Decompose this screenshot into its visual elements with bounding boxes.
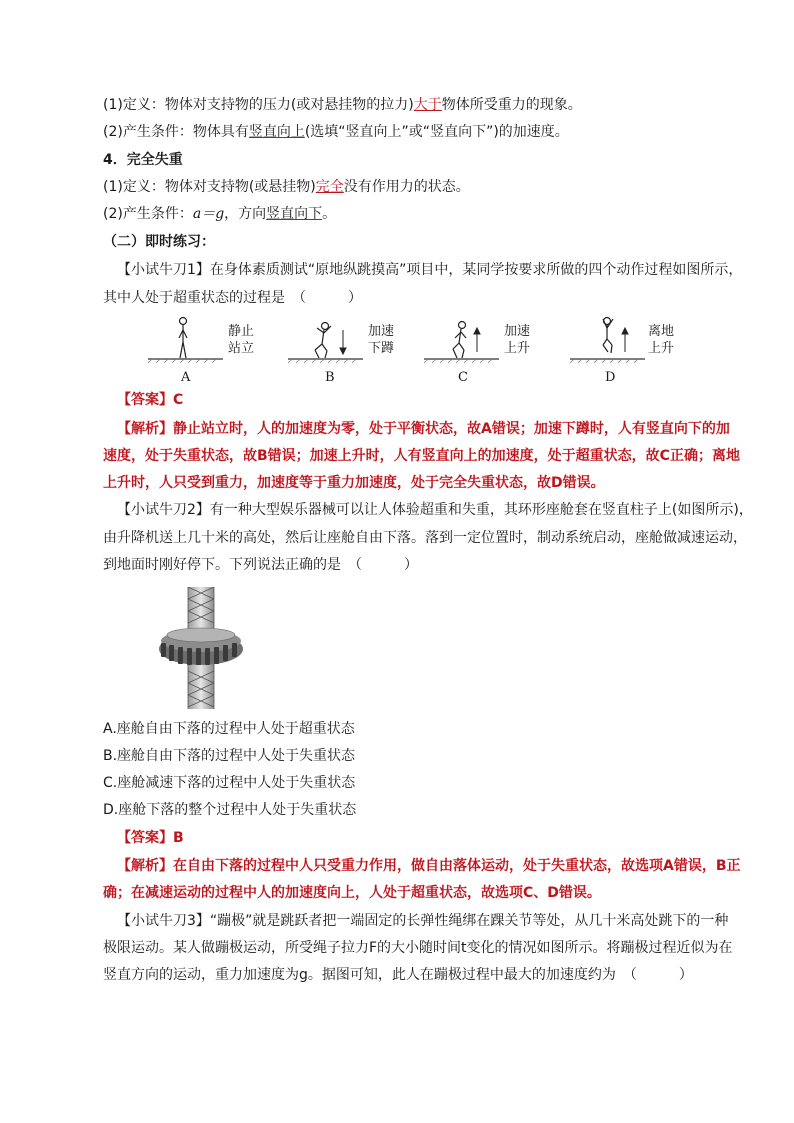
q1-analysis-line1: 【解析】静止站立时，人的加速度为零，处于平衡状态，故A错误；加速下蹲时，人有竖直向下的加 xyxy=(117,421,730,437)
overweight-definition: (1)定义：物体对支持物的压力(或对悬挂物的拉力)大于物体所受重力的现象。 xyxy=(103,97,582,113)
q2-analysis-line1: 【解析】在自由下落的过程中人只受重力作用，做自由落体运动，处于失重状态，故选项A错误，B正 xyxy=(117,858,741,874)
answer-blank-wanquan: 完全 xyxy=(315,179,344,195)
figure-letter-a: A xyxy=(181,370,191,385)
q3-stem-line3: 竖直方向的运动，重力加速度为g。据图可知，此人在蹦极过程中最大的加速度约为 （ ） xyxy=(103,967,693,983)
heading-complete-weightlessness: 4．完全失重 xyxy=(103,152,183,168)
q1-figure-a: 静止 站立 A xyxy=(148,312,258,387)
weightless-definition: (1)定义：物体对支持物(或悬挂物)完全没有作用力的状态。 xyxy=(103,179,470,195)
drop-tower-image xyxy=(158,587,244,709)
q3-tag: 【小试牛刀3】 xyxy=(117,913,210,929)
q1-analysis-line2: 速度，处于失重状态，故B错误；加速上升时，人有竖直向上的加速度，处于超重状态，故C正确；离地 xyxy=(103,448,740,464)
q3-stem-line1: 【小试牛刀3】“蹦极”就是跳跃者把一端固定的长弹性绳绑在踝关节等处，从几十米高处跳下的一种 xyxy=(117,913,729,929)
q2-answer: 【答案】B xyxy=(117,830,184,846)
q2-stem-line3: 到地面时刚好停下。下列说法正确的是 （ ） xyxy=(103,557,418,573)
arrow-down-icon xyxy=(340,330,346,354)
figure-letter-b: B xyxy=(325,370,335,385)
q1-tag: 【小试牛刀1】 xyxy=(117,262,210,278)
q1-figure-b: 加速 下蹲 B xyxy=(288,312,398,387)
q1-figure-d: 离地 上升 D xyxy=(570,312,690,387)
figure-letter-c: C xyxy=(458,370,468,385)
q2-stem-line1: 【小试牛刀2】有一种大型娱乐器械可以让人体验超重和失重，其环形座舱套在竖直柱子上(如图所示)， xyxy=(117,502,753,518)
q3-stem-line2: 极限运动。某人做蹦极运动，所受绳子拉力F的大小随时间t变化的情况如图所示。将蹦极过程近似为在 xyxy=(103,940,733,956)
q2-option-c: C.座舱减速下落的过程中人处于失重状态 xyxy=(103,775,356,791)
q2-stem-line2: 由升降机送上几十米的高处，然后让座舱自由下落。落到一定位置时，制动系统启动，座舱做减速运动， xyxy=(103,530,747,546)
answer-blank-up: 竖直向上 xyxy=(248,124,305,140)
q2-analysis-line2: 确；在减速运动的过程中人的加速度向上，人处于超重状态，故选项C、D错误。 xyxy=(103,885,601,901)
overweight-condition: (2)产生条件：物体具有竖直向上(选填“竖直向上”或“竖直向下”)的加速度。 xyxy=(103,124,569,140)
figure-letter-d: D xyxy=(605,370,616,385)
weightless-condition: (2)产生条件：a＝g，方向竖直向下。 xyxy=(103,206,337,222)
q1-answer: 【答案】C xyxy=(117,392,184,408)
answer-blank-down: 竖直向下 xyxy=(266,206,323,222)
q1-stem-line1: 【小试牛刀1】在身体素质测试“原地纵跳摸高”项目中，某同学按要求所做的四个动作过程如图所示， xyxy=(117,262,743,278)
answer-blank-dayu: 大于 xyxy=(413,97,442,113)
q2-option-b: B.座舱自由下落的过程中人处于失重状态 xyxy=(103,748,356,764)
arrow-up-icon xyxy=(474,328,480,352)
q1-analysis-line3: 上升时，人只受到重力，加速度等于重力加速度，处于完全失重状态，故D错误。 xyxy=(103,475,605,491)
q1-figure-c: 加速 上升 C xyxy=(424,312,534,387)
arrow-up-icon xyxy=(622,328,628,352)
q2-option-a: A.座舱自由下落的过程中人处于超重状态 xyxy=(103,721,355,737)
q2-tag: 【小试牛刀2】 xyxy=(117,502,210,518)
q1-stem-line2: 其中人处于超重状态的过程是 （ ） xyxy=(103,290,362,306)
section-title: （二）即时练习： xyxy=(103,234,215,250)
q2-option-d: D.座舱下落的整个过程中人处于失重状态 xyxy=(103,802,357,818)
